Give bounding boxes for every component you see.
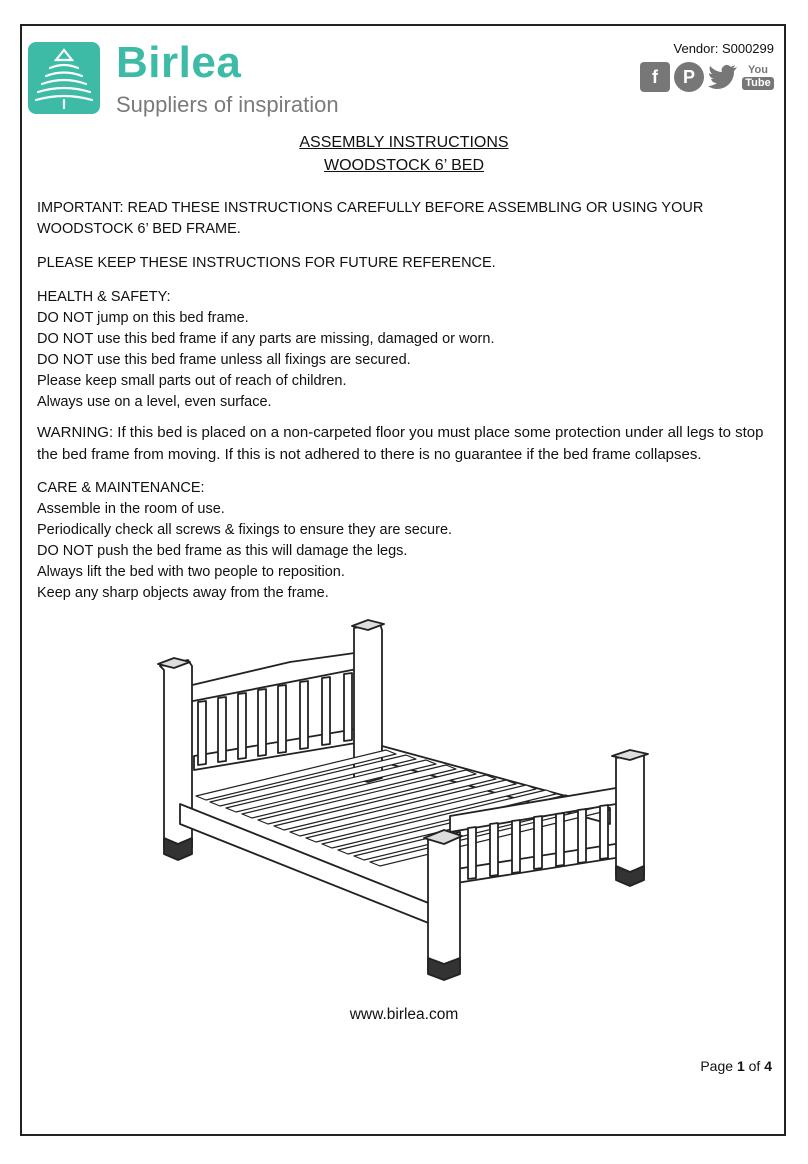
brand-logo — [28, 40, 368, 120]
social-icons — [640, 62, 774, 92]
youtube-you: You — [748, 63, 768, 76]
facebook-icon[interactable]: f — [640, 62, 670, 92]
list-item: DO NOT jump on this bed frame. — [37, 310, 249, 326]
list-item: Periodically check all screws & fixings to ensure they are secure. — [37, 522, 453, 538]
list-item: DO NOT use this bed frame unless all fixings are secured. — [37, 352, 411, 368]
list-item: Always use on a level, even surface. — [37, 394, 272, 410]
website-url[interactable]: www.birlea.com — [349, 1006, 459, 1023]
list-item: DO NOT push the bed frame as this will damage the legs. — [37, 543, 408, 559]
page-current: 1 — [736, 1058, 745, 1074]
tree-logo-icon — [28, 42, 100, 114]
important-notice: IMPORTANT: READ THESE INSTRUCTIONS CAREFULLY BEFORE ASSEMBLING OR USING YOUR WOODSTOCK 6’ BED FRAME. — [37, 200, 704, 237]
vendor-code: Vendor: S000299 — [673, 41, 774, 56]
page-of: of — [748, 1058, 761, 1074]
section-heading: HEALTH & SAFETY: — [37, 289, 171, 305]
youtube-tube: Tube — [742, 77, 773, 90]
list-item: Assemble in the room of use. — [37, 501, 225, 517]
page-total: 4 — [764, 1058, 772, 1074]
section-heading: CARE & MAINTENANCE: — [37, 480, 205, 496]
list-item: Always lift the bed with two people to reposition. — [37, 564, 345, 580]
page-prefix: Page — [700, 1058, 734, 1074]
youtube-icon[interactable] — [742, 62, 774, 92]
brand-tagline: Suppliers of inspiration — [116, 92, 339, 117]
document-subtitle: WOODSTOCK 6’ BED — [323, 157, 485, 174]
list-item: Please keep small parts out of reach of children. — [37, 373, 347, 389]
health-safety-section — [37, 287, 772, 413]
keep-notice: PLEASE KEEP THESE INSTRUCTIONS FOR FUTURE REFERENCE. — [37, 255, 496, 271]
brand-name: Birlea — [116, 38, 242, 87]
twitter-icon[interactable] — [708, 62, 738, 92]
pinterest-icon[interactable]: P — [674, 62, 704, 92]
list-item: Keep any sharp objects away from the frame. — [37, 585, 329, 601]
bed-illustration — [150, 618, 650, 990]
page-number — [700, 1058, 772, 1074]
document-title: ASSEMBLY INSTRUCTIONS — [299, 134, 509, 151]
care-maintenance-section — [37, 478, 772, 604]
list-item: DO NOT use this bed frame if any parts are missing, damaged or worn. — [37, 331, 495, 347]
warning-notice: WARNING: If this bed is placed on a non-carpeted floor you must place some protection under all legs to stop the bed frame from moving. If this is not adhered to there is no guarantee if the bed frame collapses. — [37, 424, 764, 463]
